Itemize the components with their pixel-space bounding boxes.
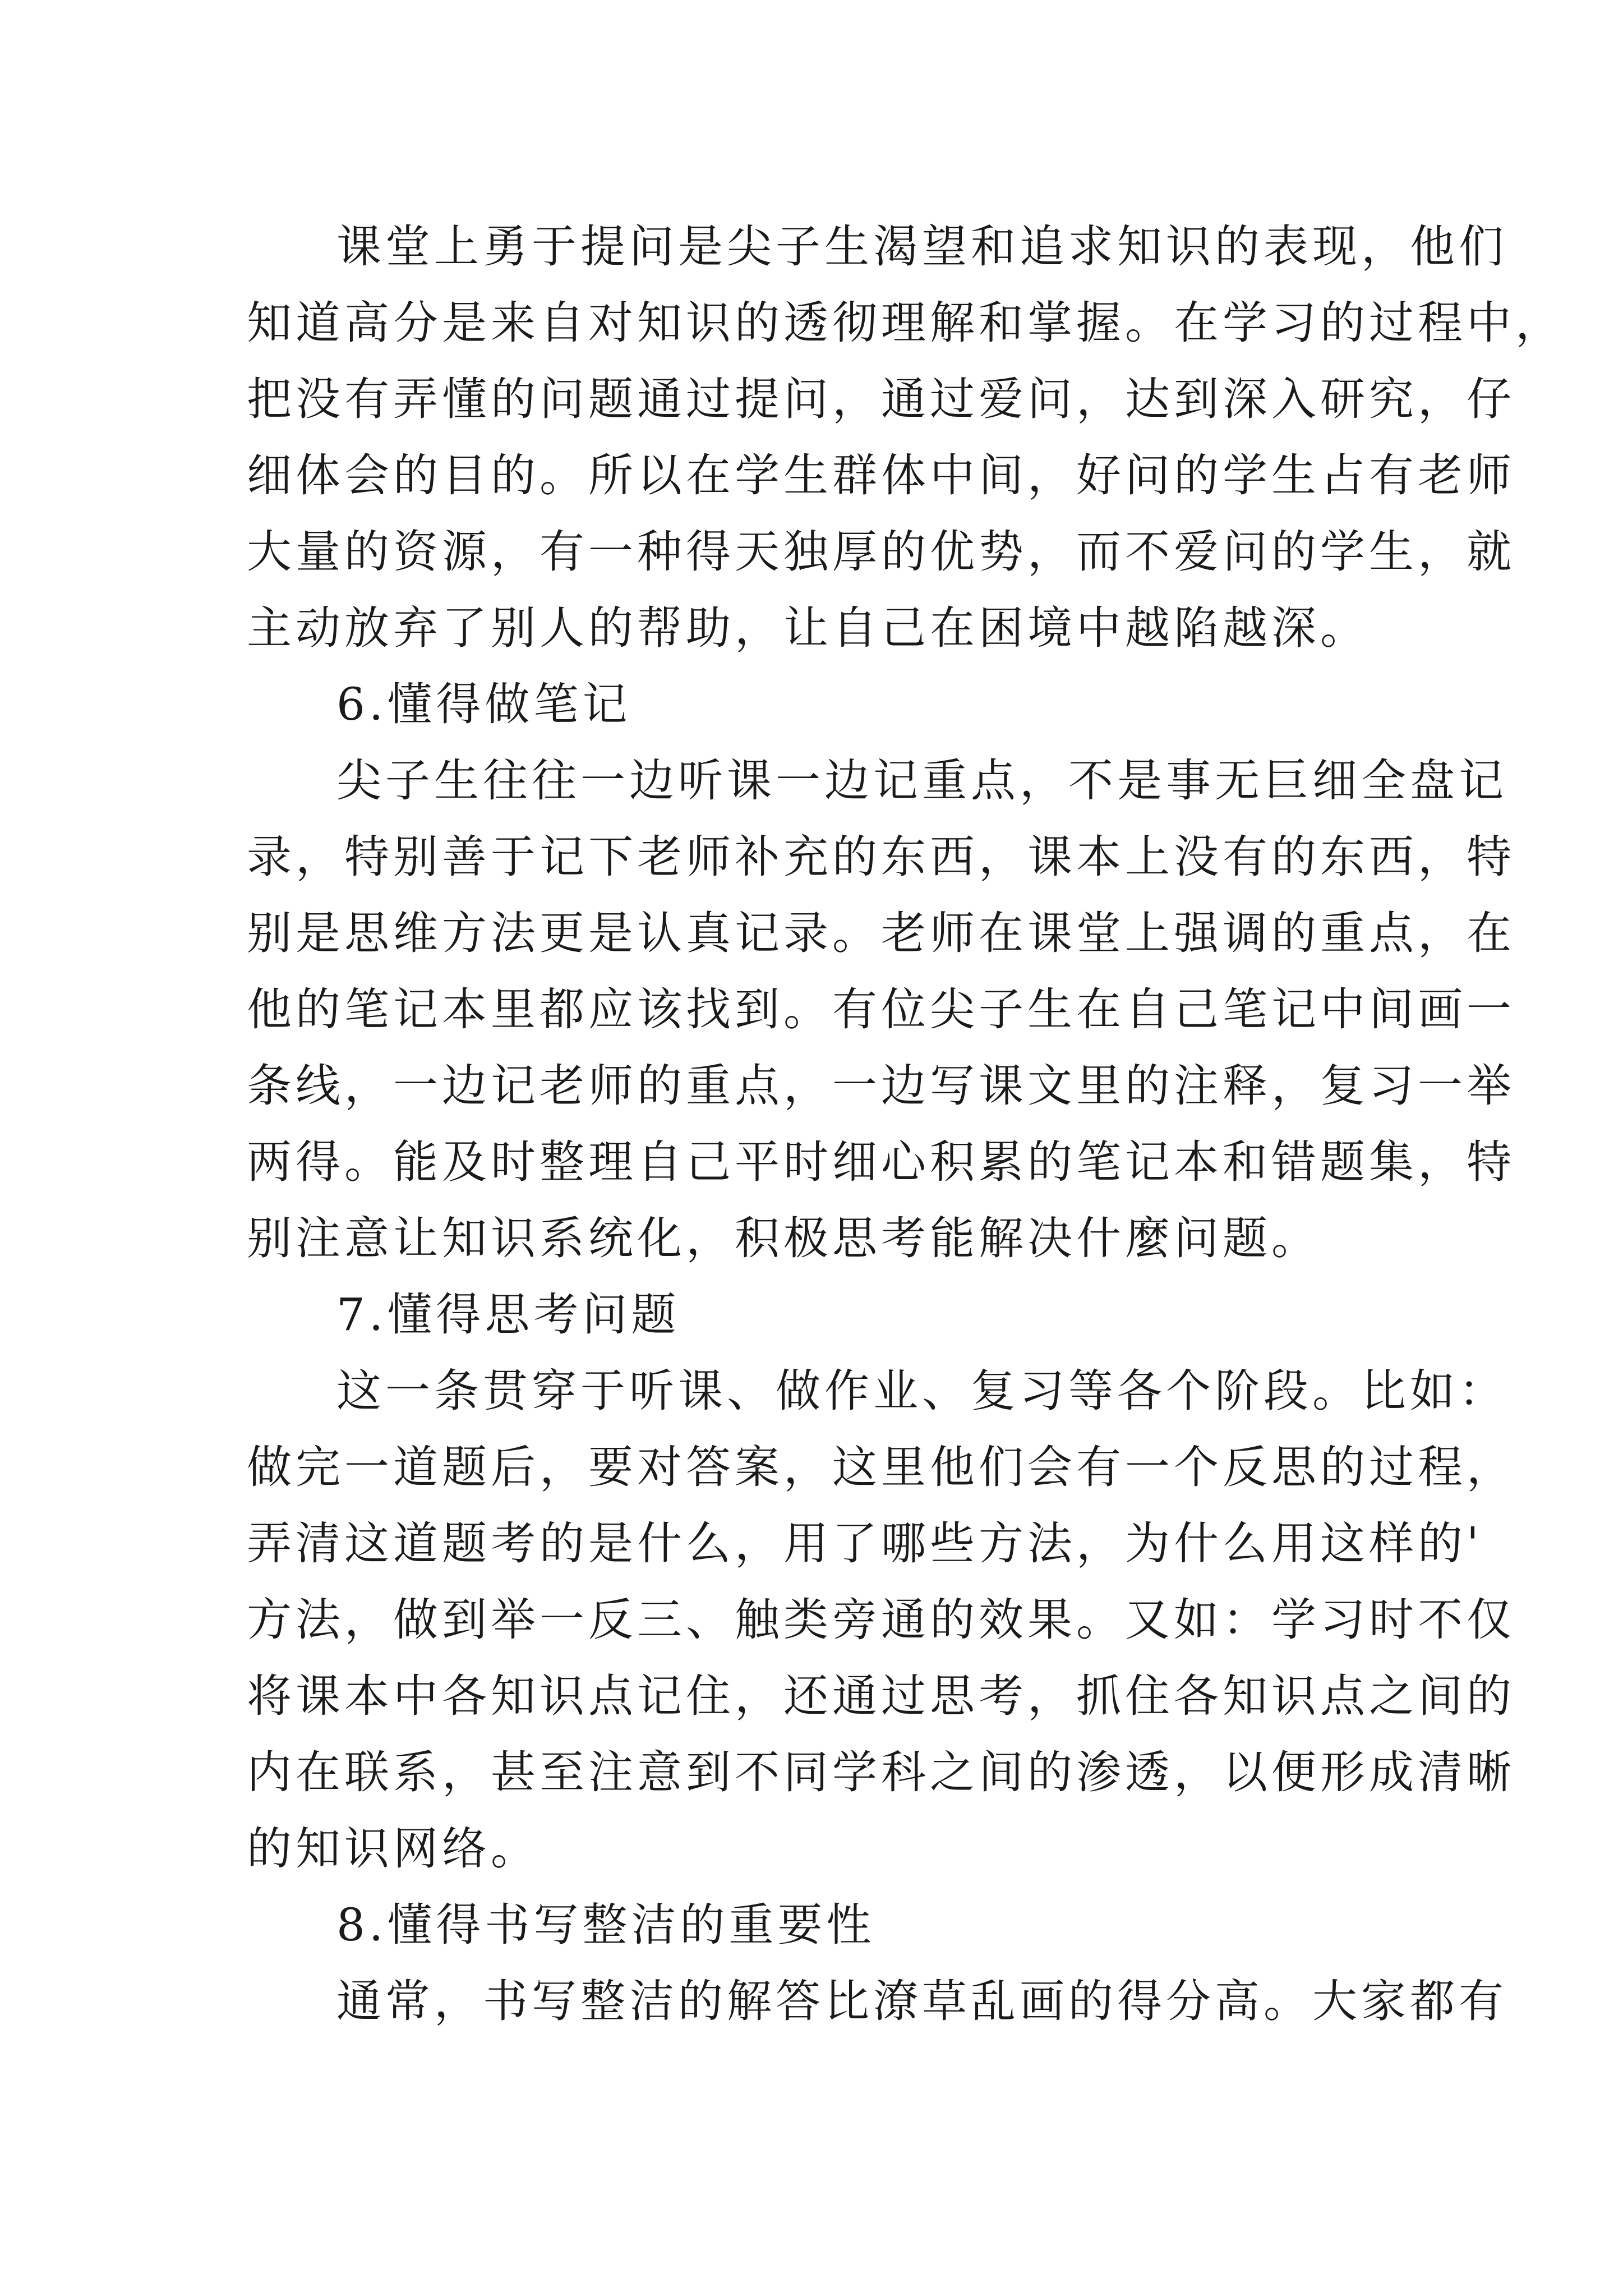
text-line: 主动放弃了别人的帮助，让自己在困境中越陷越深。 [247,602,1369,654]
text-line: 别是思维方法更是认真记录。老师在课堂上强调的重点，在 [247,907,1515,959]
text-line: 这一条贯穿于听课、做作业、复习等各个阶段。比如： [336,1365,1507,1417]
text-line: 将课本中各知识点记住，还通过思考，抓住各知识点之间的 [247,1670,1515,1722]
text-line: 尖子生往往一边听课一边记重点，不是事无巨细全盘记 [336,754,1507,807]
text-line: 大量的资源，有一种得天独厚的优势，而不爱问的学生，就 [247,526,1515,578]
heading-text: 8.懂得书写整洁的重要性 [336,1899,875,1951]
heading-text: 7.懂得思考问题 [336,1289,680,1341]
text-line: 弄清这道题考的是什么，用了哪些方法，为什么用这样的' [247,1517,1483,1570]
text-line: 做完一道题后，要对答案，这里他们会有一个反思的过程， [247,1441,1515,1493]
text-line: 内在联系，甚至注意到不同学科之间的渗透，以便形成清晰 [247,1746,1515,1798]
text-line: 两得。能及时整理自己平时细心积累的笔记本和错题集，特 [247,1136,1515,1188]
paragraph-1 [247,209,1564,666]
heading-text: 6.懂得做笔记 [336,678,631,730]
text-line: 别注意让知识系统化，积极思考能解决什麼问题。 [247,1212,1320,1264]
text-line: 把没有弄懂的问题通过提问，通过爱问，达到深入研究，仔 [247,373,1515,425]
paragraph-3 [247,1353,1515,1887]
section-heading-8 [247,1887,1424,1963]
text-line: 的知识网络。 [247,1823,540,1875]
text-line: 录，特别善于记下老师补充的东西，课本上没有的东西，特 [247,831,1515,883]
text-line: 知道高分是来自对知识的透彻理解和掌握。在学习的过程中， [247,297,1564,349]
text-line: 细体会的目的。所以在学生群体中间，好问的学生占有老师 [247,449,1515,501]
text-line: 课堂上勇于提问是尖子生渴望和追求知识的表现，他们 [336,220,1507,273]
document-body [247,209,1564,2040]
text-line: 通常，书写整洁的解答比潦草乱画的得分高。大家都有 [336,1975,1507,2027]
section-heading-6 [247,666,1424,743]
section-heading-7 [247,1277,1424,1353]
text-line: 方法，做到举一反三、触类旁通的效果。又如：学习时不仅 [247,1594,1515,1646]
paragraph-2 [247,743,1515,1277]
text-line: 他的笔记本里都应该找到。有位尖子生在自己笔记中间画一 [247,983,1515,1036]
text-line: 条线，一边记老师的重点，一边写课文里的注释，复习一举 [247,1060,1515,1112]
paragraph-4 [247,1963,1507,2040]
